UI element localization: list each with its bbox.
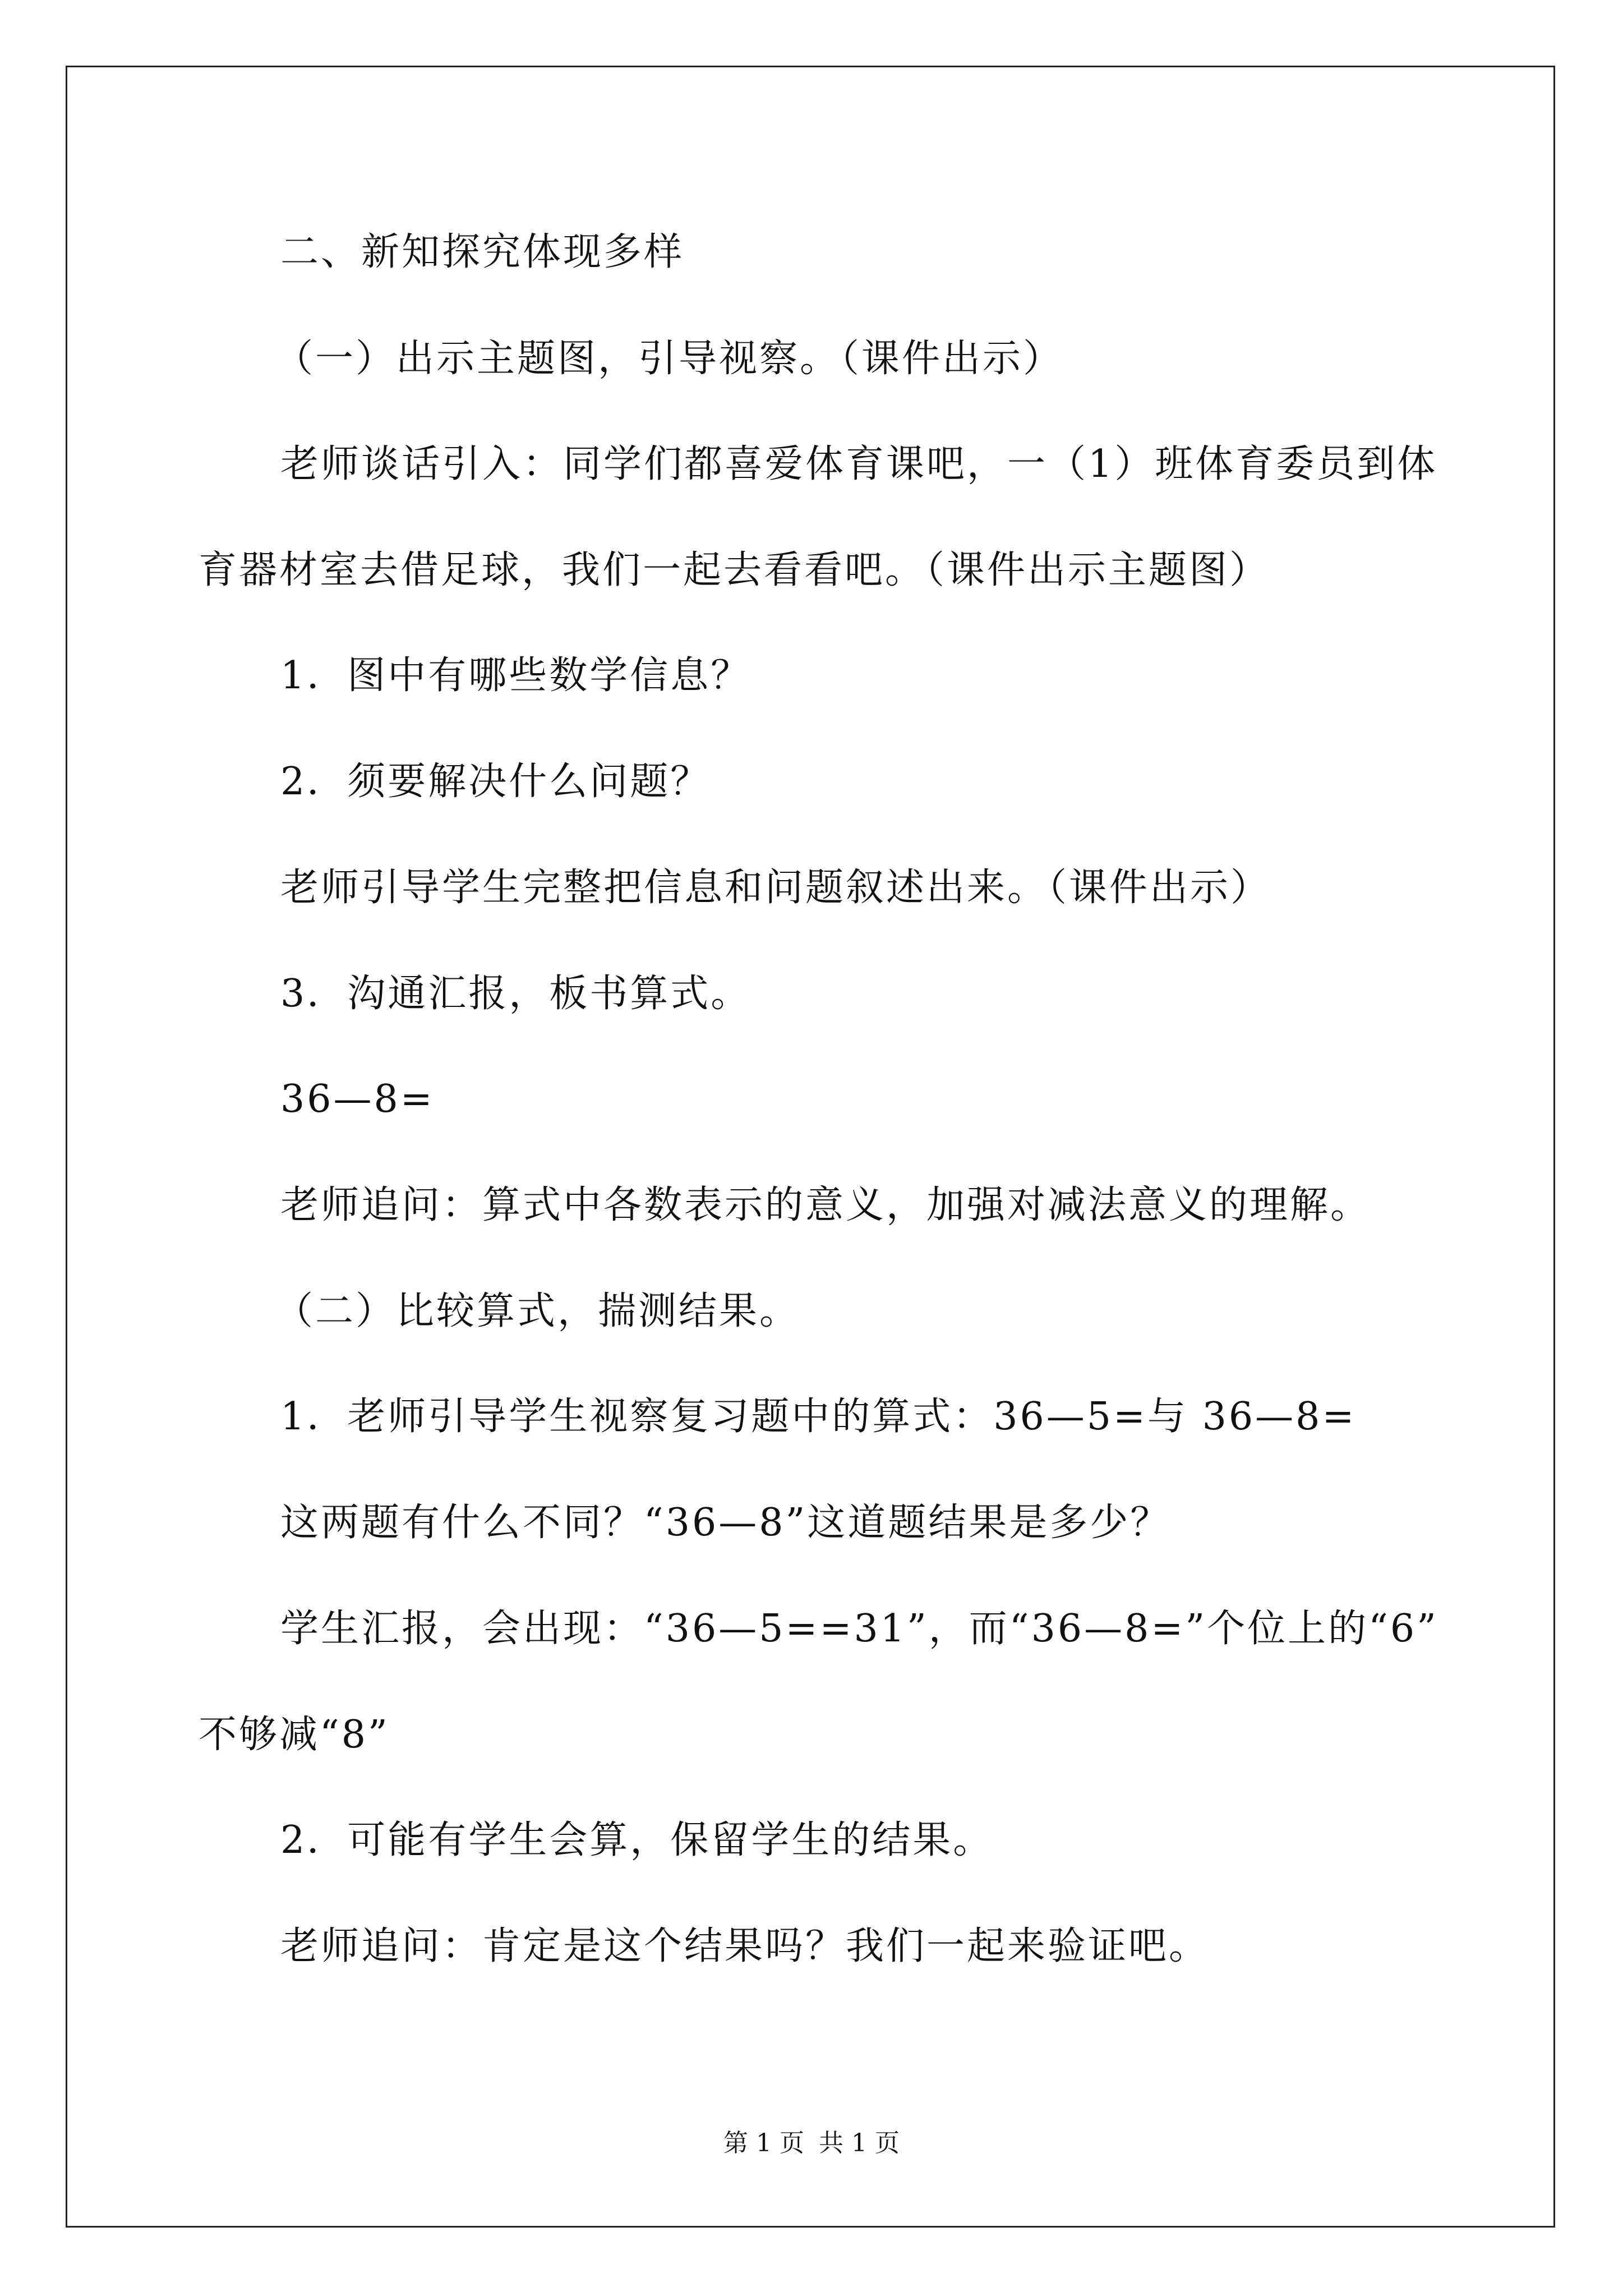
- text-line-1: 二、新知探究体现多样: [280, 230, 685, 274]
- text-line-4: 育器材室去借足球，我们一起去看看吧。（课件出示主题图）: [199, 548, 1270, 592]
- text-line-10: 老师追问：算式中各数表示的意义，加强对减法意义的理解。: [280, 1183, 1371, 1227]
- text-line-7: 老师引导学生完整把信息和问题叙述出来。（课件出示）: [280, 866, 1271, 910]
- text-line-2: （一）出示主题图，引导视察。（课件出示）: [275, 337, 1064, 381]
- text-line-15: 不够减“8”: [199, 1713, 390, 1757]
- text-line-16: 2．可能有学生会算，保留学生的结果。: [280, 1818, 994, 1862]
- text-line-3: 老师谈话引入：同学们都喜爱体育课吧，一（1）班体育委员到体: [280, 442, 1438, 486]
- text-line-5: 1．图中有哪些数学信息？: [280, 654, 751, 698]
- page-footer: [0, 2128, 1623, 2159]
- text-line-11: （二）比较算式，揣测结果。: [275, 1289, 800, 1333]
- text-line-8: 3．沟通汇报，板书算式。: [280, 972, 751, 1016]
- text-line-13: 这两题有什么不同？“36—8”这道题结果是多少？: [280, 1501, 1171, 1545]
- page-current: 第 1 页: [723, 2129, 804, 2157]
- text-line-9: 36—8=: [280, 1077, 435, 1121]
- page-total: 共 1 页: [819, 2129, 900, 2157]
- text-line-12: 1．老师引导学生视察复习题中的算式：36—5=与 36—8=: [280, 1395, 1357, 1439]
- text-line-14: 学生汇报，会出现：“36—5==31”，而“36—8=”个位上的“6”: [280, 1607, 1438, 1651]
- text-line-17: 老师追问：肯定是这个结果吗？我们一起来验证吧。: [280, 1924, 1210, 1968]
- page-border: [66, 66, 1555, 2228]
- text-line-6: 2．须要解决什么问题？: [280, 760, 711, 804]
